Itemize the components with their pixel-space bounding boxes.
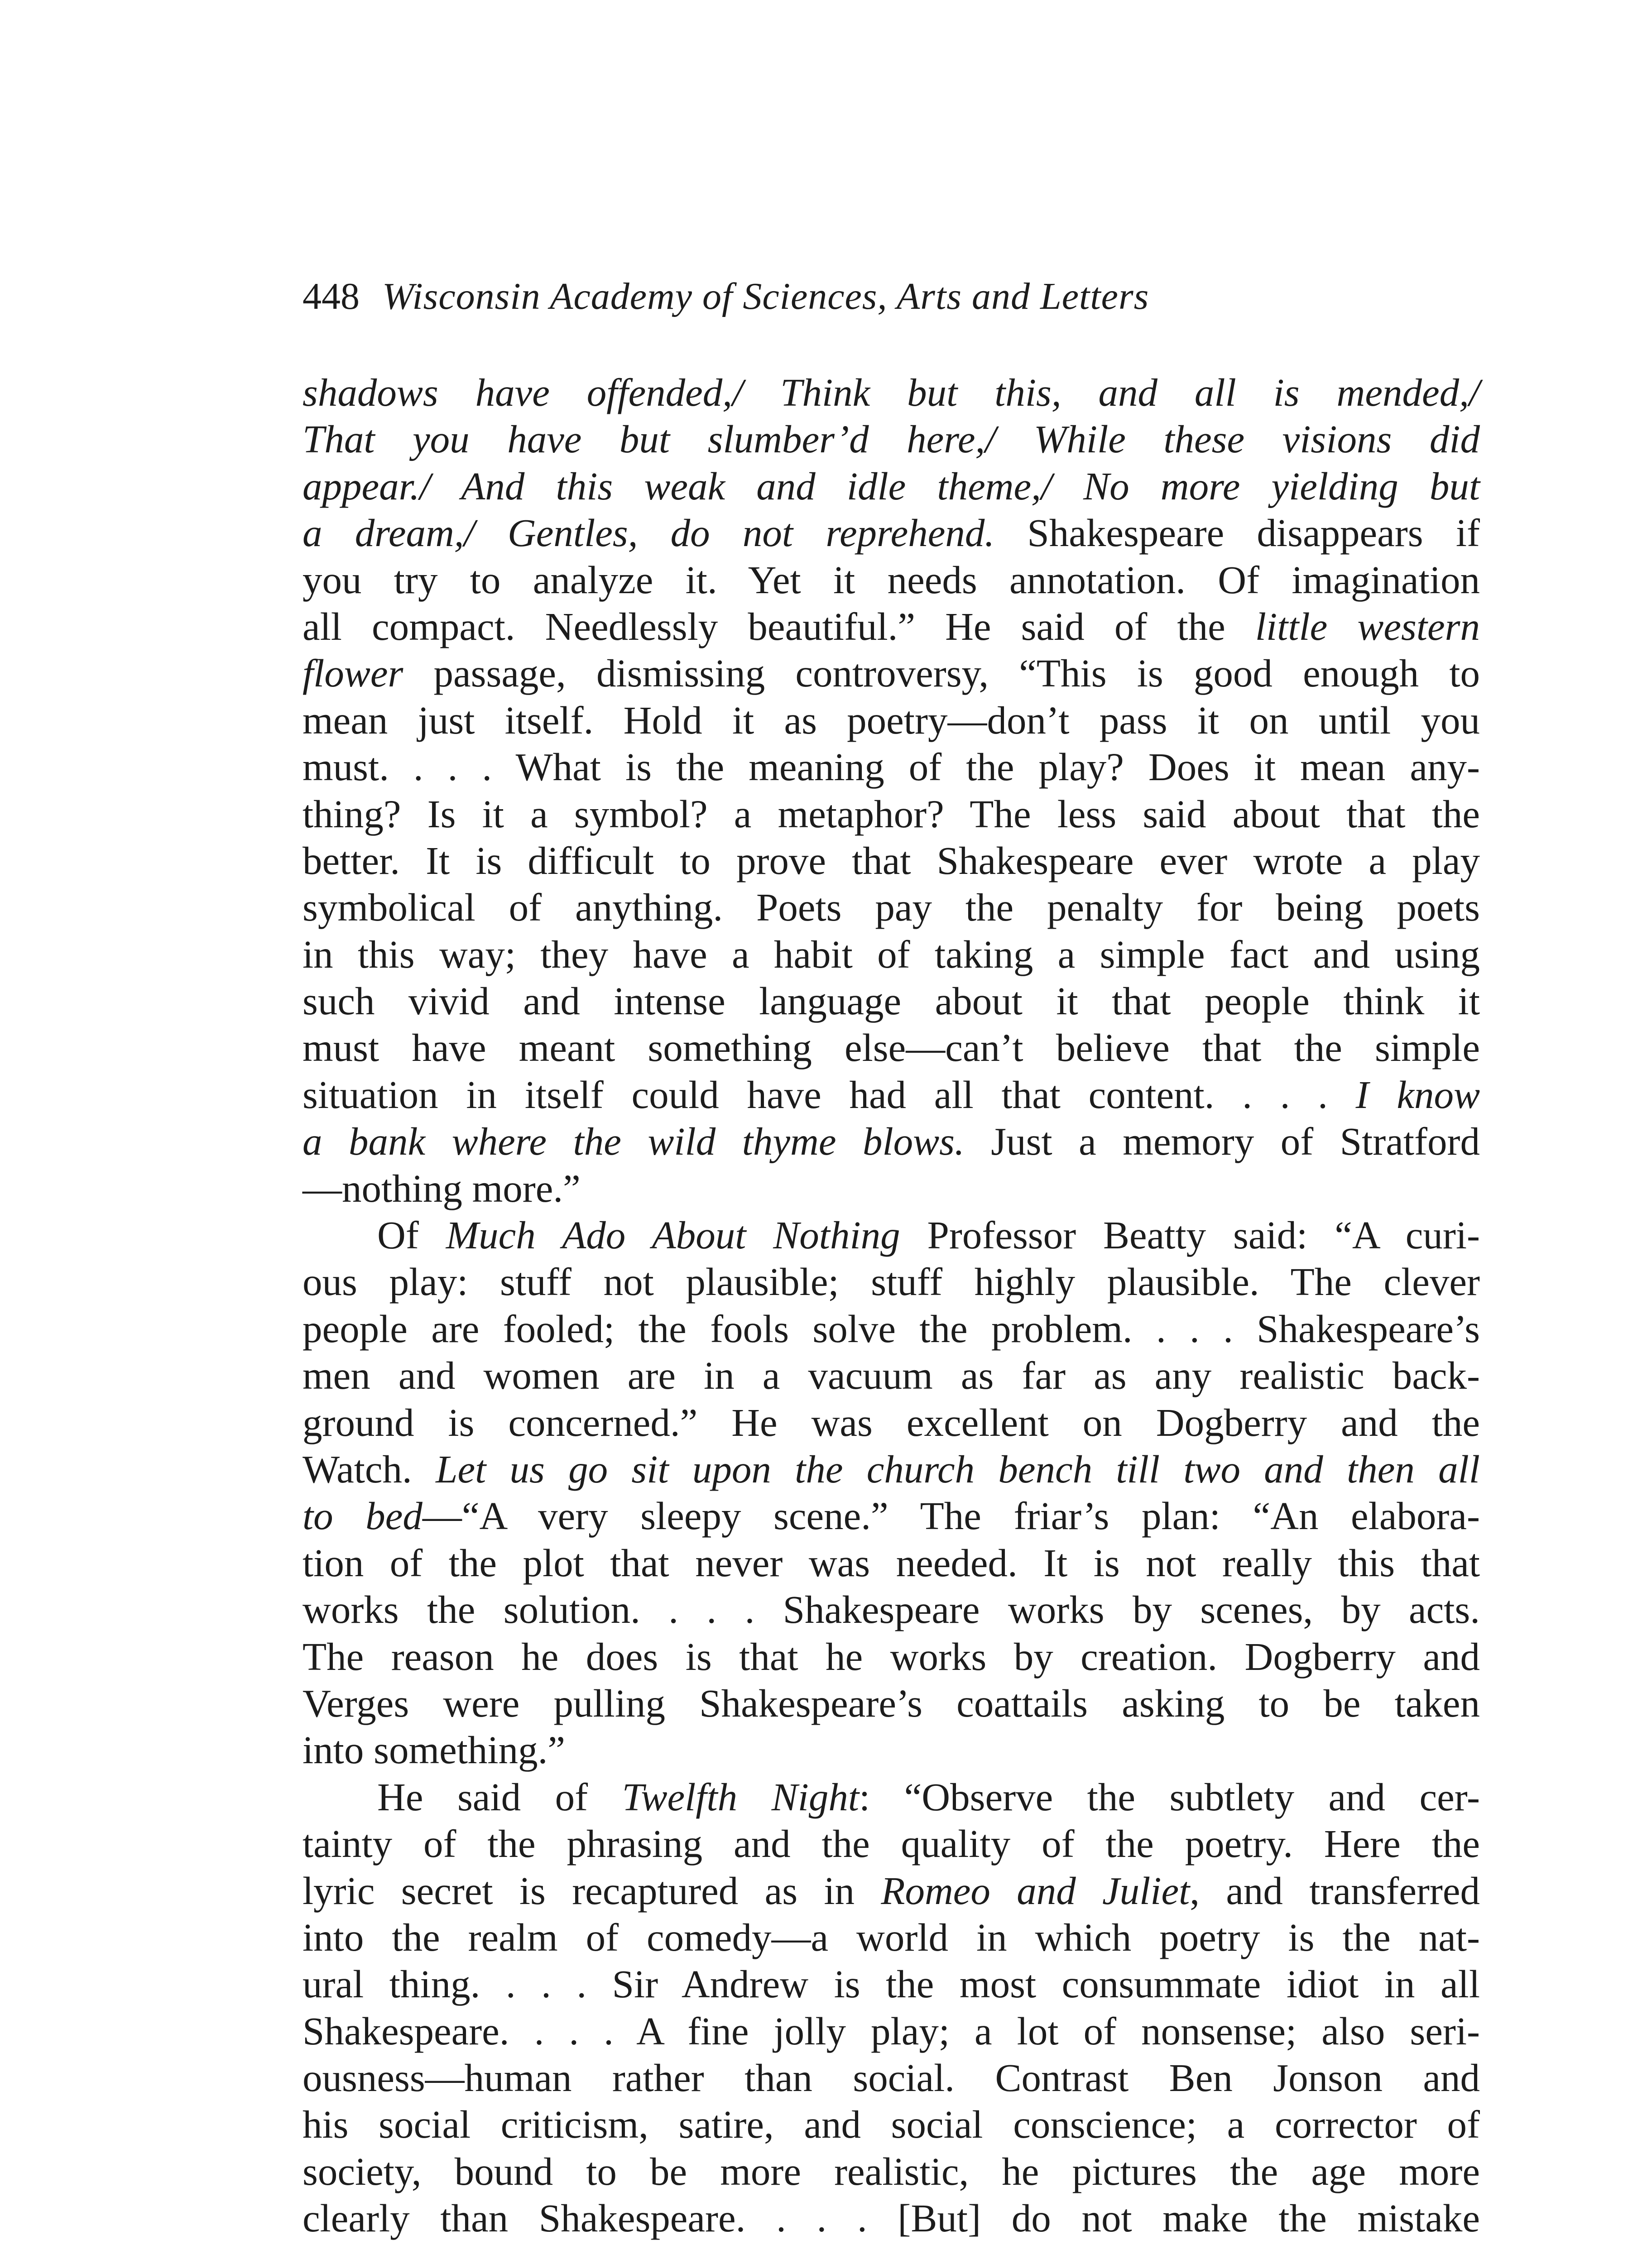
text-line: The reason he does is that he works by creation. Dogberry and	[303, 1634, 1480, 1679]
text-line: men and women are in a vacuum as far as any realistic back-	[303, 1353, 1480, 1398]
text-line: Watch. Let us go sit upon the church bench till two and then all	[303, 1447, 1480, 1491]
text-line: into the realm of comedy—a world in which poetry is the nat-	[303, 1915, 1480, 1959]
text-line: tion of the plot that never was needed. It is not really this that	[303, 1540, 1480, 1585]
text-line: Verges were pulling Shakespeare’s coattails asking to be taken	[303, 1681, 1480, 1725]
text-line: lyric secret is recaptured as in Romeo and Juliet, and transferred	[303, 1868, 1480, 1913]
text-line: Shakespeare. . . . A fine jolly play; a lot of nonsense; also seri-	[303, 2009, 1480, 2053]
text-line: tainty of the phrasing and the quality of the poetry. Here the	[303, 1822, 1480, 1866]
text-line: society, bound to be more realistic, he pictures the age more	[303, 2149, 1480, 2193]
text-line: ground is concerned.” He was excellent on Dogberry and the	[303, 1400, 1480, 1444]
text-line: Of Much Ado About Nothing Professor Beatty said: “A curi-	[377, 1213, 1480, 1257]
text-line: a bank where the wild thyme blows. Just a memory of Stratford	[303, 1119, 1480, 1164]
text-line: such vivid and intense language about it that people think it	[303, 979, 1480, 1023]
text-line: people are fooled; the fools solve the problem. . . . Shakespeare’s	[303, 1306, 1480, 1351]
text-line: clearly than Shakespeare. . . . [But] do not make the mistake	[303, 2196, 1480, 2240]
page-number: 448	[303, 275, 360, 317]
text-line: appear./ And this weak and idle theme,/ No more yielding but	[303, 464, 1480, 508]
text-line: shadows have offended,/ Think but this, and all is mended,/	[303, 370, 1480, 414]
text-line: He said of Twelfth Night: “Observe the subtlety and cer-	[377, 1775, 1480, 1819]
text-line: a dream,/ Gentles, do not reprehend. Shakespeare disappears if	[303, 511, 1480, 555]
text-line: flower passage, dismissing controversy, “This is good enough to	[303, 651, 1480, 696]
text-line: symbolical of anything. Poets pay the penalty for being poets	[303, 885, 1480, 930]
text-line: —nothing more.”	[303, 1166, 581, 1210]
text-line: to bed—“A very sleepy scene.” The friar’s plan: “An elabora-	[303, 1494, 1480, 1538]
text-line: better. It is difficult to prove that Shakespeare ever wrote a play	[303, 838, 1480, 883]
text-line: all compact. Needlessly beautiful.” He said of the little western	[303, 604, 1480, 648]
text-line: mean just itself. Hold it as poetry—don’t pass it on until you	[303, 698, 1480, 742]
text-line: ous play: stuff not plausible; stuff highly plausible. The clever	[303, 1260, 1480, 1304]
text-line: into something.”	[303, 1728, 565, 1772]
text-line: must have meant something else—can’t believe that the simple	[303, 1026, 1480, 1070]
text-line: thing? Is it a symbol? a metaphor? The less said about that the	[303, 791, 1480, 836]
running-head	[303, 272, 1389, 321]
text-line: works the solution. . . . Shakespeare works by scenes, by acts.	[303, 1588, 1480, 1632]
text-line: ural thing. . . . Sir Andrew is the most consummate idiot in all	[303, 1962, 1480, 2006]
text-line: in this way; they have a habit of taking a simple fact and using	[303, 932, 1480, 976]
body-text	[303, 369, 1480, 2242]
text-line: situation in itself could have had all that content. . . . I know	[303, 1072, 1480, 1117]
text-line: must. . . . What is the meaning of the play? Does it mean any-	[303, 745, 1480, 789]
text-line: That you have but slumber’d here,/ While these visions did	[303, 417, 1480, 461]
text-line: ousness—human rather than social. Contrast Ben Jonson and	[303, 2056, 1480, 2100]
text-line: his social criticism, satire, and social conscience; a corrector of	[303, 2102, 1480, 2147]
journal-title: Wisconsin Academy of Sciences, Arts and Letters	[382, 275, 1149, 317]
text-line: you try to analyze it. Yet it needs annotation. Of imagination	[303, 557, 1480, 602]
